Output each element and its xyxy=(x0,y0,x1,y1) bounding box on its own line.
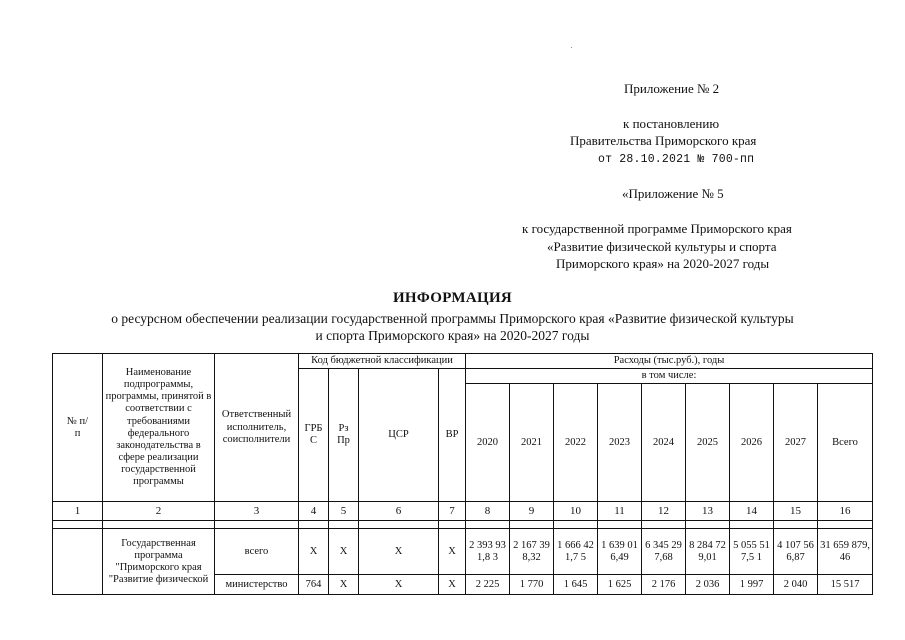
value-text: 2 167 398,32 xyxy=(513,539,550,563)
spacer-cell xyxy=(299,521,329,529)
rzpr-cell: Х xyxy=(329,529,359,575)
header-rzpr-text: Рз Пр xyxy=(337,423,350,447)
value-cell xyxy=(730,529,774,575)
value-cell: 2 176 xyxy=(642,575,686,595)
spacer-cell xyxy=(53,521,103,529)
csr-cell: Х xyxy=(359,575,439,595)
column-number: 12 xyxy=(642,502,686,521)
header-year: 2025 xyxy=(686,384,730,502)
header-csr: ЦСР xyxy=(359,369,439,502)
table-row xyxy=(53,529,873,575)
grbs-cell: 764 xyxy=(299,575,329,595)
total-text: 31 659 879,46 xyxy=(820,539,870,563)
spacer-cell xyxy=(329,521,359,529)
header-grbs xyxy=(299,369,329,502)
spacer-cell xyxy=(774,521,818,529)
header-year: 2023 xyxy=(598,384,642,502)
government-label: Правительства Приморского края xyxy=(570,133,757,148)
column-number: 3 xyxy=(215,502,299,521)
column-number: 9 xyxy=(510,502,554,521)
column-number: 8 xyxy=(466,502,510,521)
value-cell: 2 225 xyxy=(466,575,510,595)
value-cell xyxy=(554,529,598,575)
value-text: 2 393 931,8 3 xyxy=(469,539,506,563)
spacer-cell xyxy=(466,521,510,529)
vr-cell: Х xyxy=(439,529,466,575)
header-year: 2020 xyxy=(466,384,510,502)
spacer-cell xyxy=(439,521,466,529)
vr-cell: Х xyxy=(439,575,466,595)
header-year: 2027 xyxy=(774,384,818,502)
header-total: Всего xyxy=(818,384,873,502)
column-number: 11 xyxy=(598,502,642,521)
resource-table xyxy=(52,353,873,595)
value-cell xyxy=(510,529,554,575)
program-name-line1: «Развитие физической культуры и спорта xyxy=(547,239,777,254)
header-grbs-text: ГРБ С xyxy=(304,423,323,447)
spacer-cell xyxy=(686,521,730,529)
value-text: 1 666 421,7 5 xyxy=(557,539,594,563)
spacer-cell xyxy=(103,521,215,529)
document-title: ИНФОРМАЦИЯ xyxy=(392,290,513,306)
column-number: 4 xyxy=(299,502,329,521)
executor-cell: министерство xyxy=(215,575,299,595)
column-number: 13 xyxy=(686,502,730,521)
spacer-cell xyxy=(818,521,873,529)
document-subtitle-line1: о ресурсном обеспечении реализации государственной программы Приморского края «Развитие физической культуры xyxy=(111,311,794,326)
spacer-cell xyxy=(598,521,642,529)
value-cell: 2 040 xyxy=(774,575,818,595)
column-number: 16 xyxy=(818,502,873,521)
value-cell xyxy=(774,529,818,575)
spacer-cell xyxy=(642,521,686,529)
value-text: 5 055 517,5 1 xyxy=(733,539,770,563)
program-ref: к государственной программе Приморского края xyxy=(522,221,792,236)
header-number xyxy=(53,354,103,502)
value-cell: 1 625 xyxy=(598,575,642,595)
value-text: 6 345 297,68 xyxy=(645,539,682,563)
scan-speck xyxy=(571,47,572,48)
header-budget-code: Код бюджетной классификации xyxy=(299,354,466,369)
column-number: 15 xyxy=(774,502,818,521)
resolution-label: к постановлению xyxy=(623,116,720,131)
header-year: 2021 xyxy=(510,384,554,502)
value-cell: 1 997 xyxy=(730,575,774,595)
value-cell xyxy=(642,529,686,575)
row-number-cell xyxy=(53,529,103,595)
program-name-line2: Приморского края» на 2020-2027 годы xyxy=(556,256,770,271)
spacer-row xyxy=(53,521,873,529)
column-number: 1 xyxy=(53,502,103,521)
document-subtitle-line2: и спорта Приморского края» на 2020-2027 годы xyxy=(315,328,590,343)
rzpr-cell: Х xyxy=(329,575,359,595)
spacer-cell xyxy=(510,521,554,529)
spacer-cell xyxy=(359,521,439,529)
column-number: 2 xyxy=(103,502,215,521)
header-number-text: № п/п xyxy=(66,415,89,439)
resolution-date: от 28.10.2021 № 700-пп xyxy=(598,153,755,166)
column-number: 14 xyxy=(730,502,774,521)
header-executor: Ответственный исполнитель, соисполнители xyxy=(215,354,299,502)
program-name-cell: Государственная программа "Приморского края "Развитие физической xyxy=(103,529,215,595)
executor-cell: всего xyxy=(215,529,299,575)
csr-cell: Х xyxy=(359,529,439,575)
header-year: 2026 xyxy=(730,384,774,502)
value-text: 1 639 016,49 xyxy=(601,539,638,563)
grbs-cell: Х xyxy=(299,529,329,575)
value-cell xyxy=(466,529,510,575)
header-expenses: Расходы (тыс.руб.), годы xyxy=(466,354,873,369)
value-cell: 2 036 xyxy=(686,575,730,595)
column-number: 5 xyxy=(329,502,359,521)
header-year: 2024 xyxy=(642,384,686,502)
appendix-label: Приложение № 2 xyxy=(624,81,720,96)
total-cell xyxy=(818,529,873,575)
header-year: 2022 xyxy=(554,384,598,502)
column-number: 6 xyxy=(359,502,439,521)
total-cell: 15 517 xyxy=(818,575,873,595)
value-cell: 1 645 xyxy=(554,575,598,595)
value-cell xyxy=(686,529,730,575)
value-text: 8 284 729,01 xyxy=(689,539,726,563)
spacer-cell xyxy=(730,521,774,529)
value-text: 4 107 566,87 xyxy=(777,539,814,563)
spacer-cell xyxy=(215,521,299,529)
column-number: 7 xyxy=(439,502,466,521)
header-name: Наименование подпрограммы, программы, принятой в соответствии с требованиями федерального законодательства в сфере реализации государственной программы xyxy=(103,354,215,502)
appendix5-label: «Приложение № 5 xyxy=(622,186,724,201)
header-including: в том числе: xyxy=(466,369,873,384)
header-vr: ВР xyxy=(439,369,466,502)
value-cell: 1 770 xyxy=(510,575,554,595)
spacer-cell xyxy=(554,521,598,529)
header-rzpr xyxy=(329,369,359,502)
column-number-row xyxy=(53,502,873,521)
column-number: 10 xyxy=(554,502,598,521)
value-cell xyxy=(598,529,642,575)
